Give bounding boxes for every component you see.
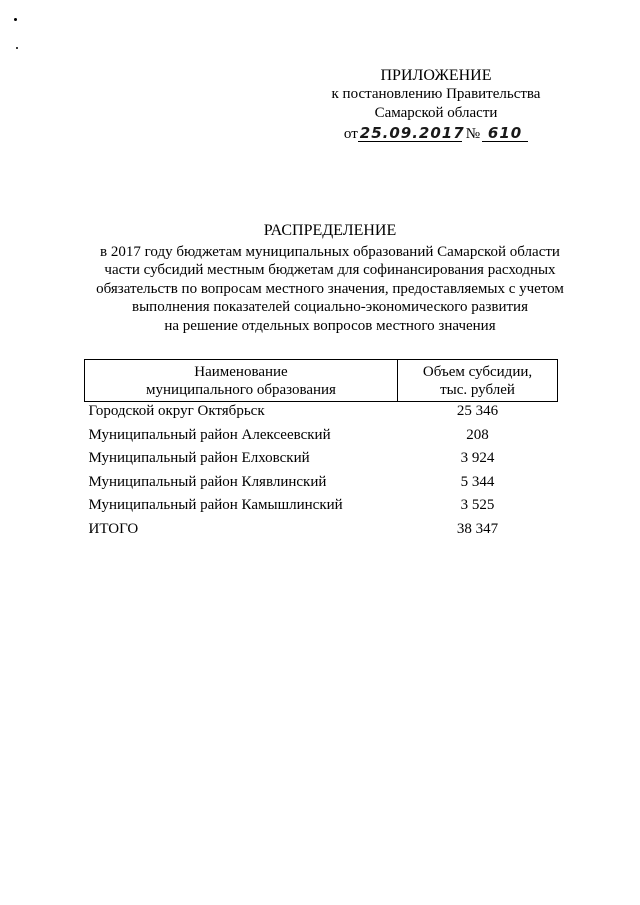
- heading-title: РАСПРЕДЕЛЕНИЕ: [263, 222, 397, 239]
- table-row: [85, 449, 558, 473]
- table-row: [85, 473, 558, 497]
- table-row: [85, 402, 558, 426]
- appendix-title: ПРИЛОЖЕНИЕ: [380, 67, 492, 84]
- handwritten-number: 610: [482, 125, 528, 142]
- header-name: [85, 360, 398, 402]
- subsidy-value: 3 924: [460, 450, 495, 467]
- handwritten-date: 25.09.2017: [359, 124, 465, 142]
- total-value: 38 347: [456, 520, 499, 537]
- municipality-name: Муниципальный район Камышлинский: [88, 497, 343, 514]
- heading-line: части субсидий местным бюджетам для софинансирования расходных: [104, 262, 556, 278]
- municipality-name: Муниципальный район Клявлинский: [88, 473, 327, 490]
- subsidy-value: 5 344: [460, 473, 495, 490]
- municipality-name: Городской округ Октябрьск: [88, 403, 265, 419]
- header-value-line-1: Объем субсидии,: [422, 364, 533, 380]
- subsidy-value: 3 525: [460, 497, 495, 514]
- appendix-line-1: к постановлению Правительства: [331, 86, 541, 102]
- heading-line: обязательств по вопросам местного значения, предоставляемых с учетом: [96, 280, 564, 297]
- table-row: [85, 496, 558, 520]
- number-prefix: №: [465, 126, 481, 142]
- scan-speck: [14, 18, 17, 21]
- scan-speck: [16, 47, 18, 49]
- subsidy-value: 208: [466, 426, 489, 443]
- header-value: [398, 360, 558, 402]
- heading-line: на решение отдельных вопросов местного значения: [164, 317, 496, 334]
- header-value-line-2: тыс. рублей: [440, 382, 515, 398]
- appendix-block: [316, 66, 556, 144]
- distribution-table: [84, 359, 558, 544]
- table-header-row: [85, 360, 558, 402]
- appendix-line-2: Самарской области: [374, 105, 498, 121]
- table-row: [85, 426, 558, 450]
- document-heading: [70, 222, 590, 335]
- decree-date-row: [316, 125, 556, 144]
- heading-line: в 2017 году бюджетам муниципальных образований Самарской области: [100, 243, 560, 260]
- subsidy-value: 25 346: [456, 403, 499, 419]
- heading-line: выполнения показателей социально-экономического развития: [132, 299, 528, 315]
- table-total-row: [85, 520, 558, 544]
- total-label: ИТОГО: [88, 520, 139, 537]
- header-name-line-1: Наименование: [194, 364, 288, 380]
- header-name-line-2: муниципального образования: [146, 382, 336, 398]
- municipality-name: Муниципальный район Елховский: [88, 450, 310, 467]
- municipality-name: Муниципальный район Алексеевский: [88, 426, 331, 443]
- date-prefix: от: [343, 126, 358, 142]
